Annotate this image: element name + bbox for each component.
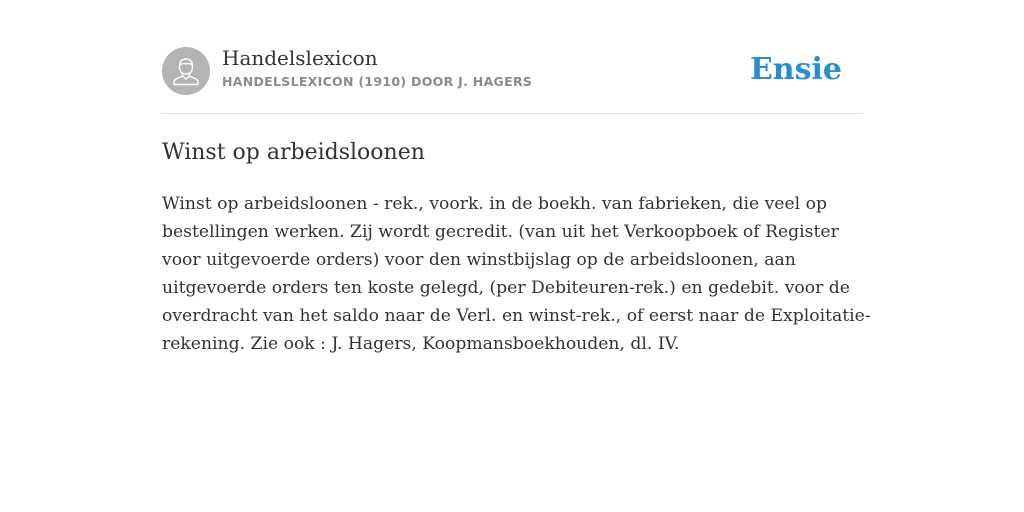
entry-body-line: uitgevoerde orders ten koste gelegd, (per Debiteuren-rek.) en gedebit. voor de <box>162 278 850 298</box>
entry-body-line: rekening. Zie ook : J. Hagers, Koopmansboekhouden, dl. IV. <box>162 334 680 354</box>
source-header <box>162 46 862 96</box>
entry-body-line: Winst op arbeidsloonen - rek., voork. in de boekh. van fabrieken, die veel op <box>162 194 827 214</box>
entry-body-line: bestellingen werken. Zij wordt gecredit. (van uit het Verkoopboek of Register <box>162 222 839 242</box>
source-title[interactable]: Handelslexicon <box>222 46 378 70</box>
user-silhouette-icon <box>162 47 210 95</box>
entry-body <box>162 190 871 358</box>
ensie-logo[interactable]: Ensie <box>749 52 842 87</box>
header-divider <box>162 113 862 114</box>
avatar <box>162 47 210 95</box>
entry-body-line: voor uitgevoerde orders) voor den winstbijslag op de arbeidsloonen, aan <box>162 250 796 270</box>
source-subtitle[interactable]: HANDELSLEXICON (1910) DOOR J. HAGERS <box>222 74 533 89</box>
entry-title: Winst op arbeidsloonen <box>162 140 425 165</box>
entry-body-line: overdracht van het saldo naar de Verl. en winst-rek., of eerst naar de Exploitatie- <box>162 306 871 326</box>
